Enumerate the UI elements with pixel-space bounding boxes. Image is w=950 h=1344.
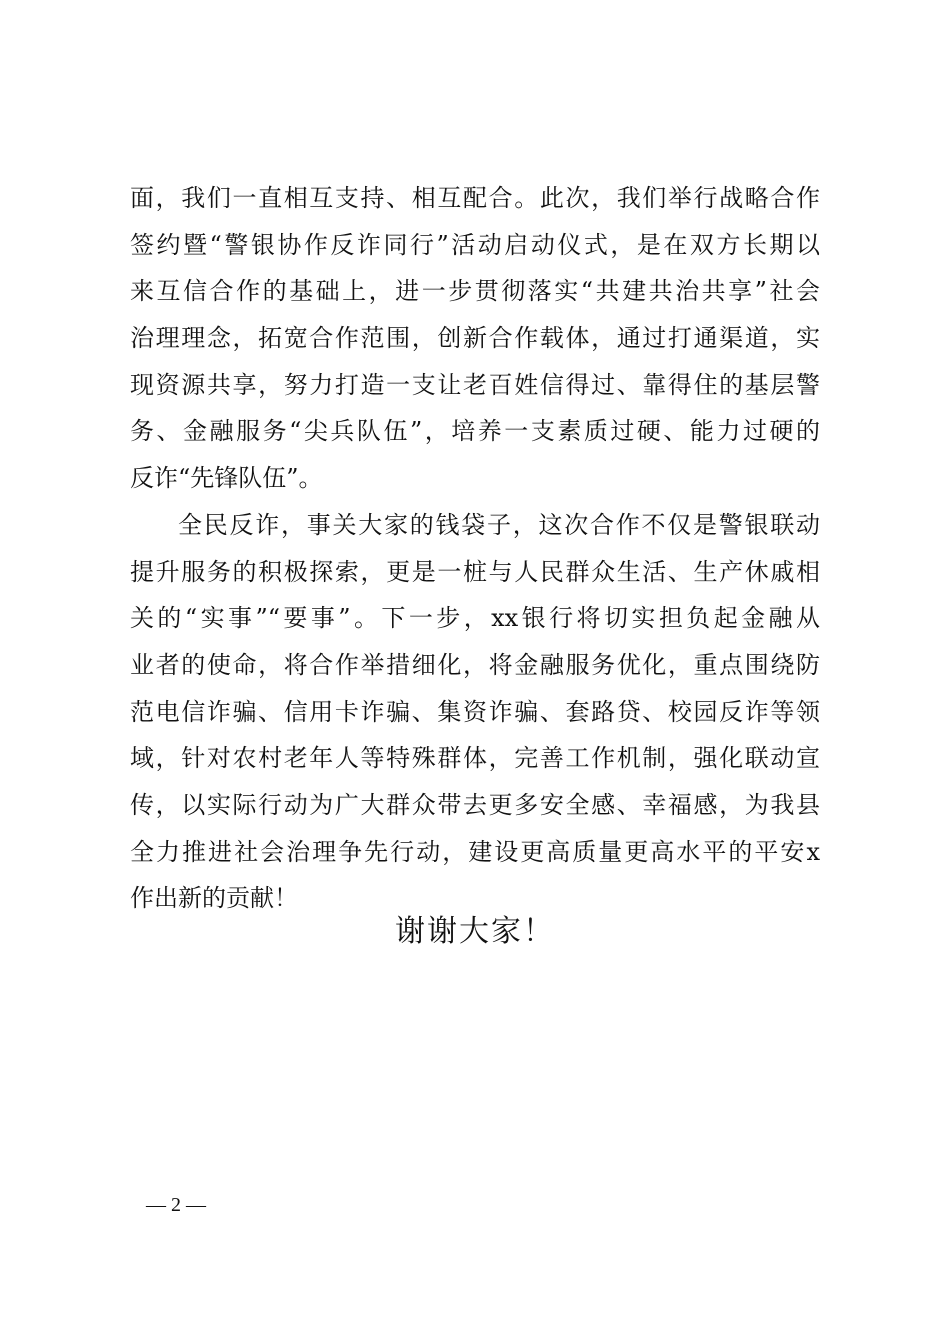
text-line: 业者的使命，将合作举措细化，将金融服务优化，重点围绕防 bbox=[130, 650, 820, 679]
text-line: 关的“实事”“要事”。下一步，xx银行将切实担负起金融从 bbox=[130, 604, 820, 633]
body-text bbox=[130, 175, 820, 922]
text-line: 面，我们一直相互支持、相互配合。此次，我们举行战略合作 bbox=[130, 184, 820, 212]
closing-remark: 谢谢大家！ bbox=[395, 914, 555, 949]
text-line: 治理理念，拓宽合作范围，创新合作载体，通过打通渠道，实 bbox=[130, 324, 820, 353]
text-line: 传，以实际行动为广大群众带去更多安全感、幸福感，为我县 bbox=[130, 790, 820, 819]
text-line: 全力推进社会治理争先行动，建设更高质量更高水平的平安x bbox=[130, 837, 820, 866]
text-line: 签约暨“警银协作反诈同行”活动启动仪式，是在双方长期以 bbox=[130, 230, 820, 259]
text-line: 反诈“先锋队伍”。 bbox=[130, 464, 323, 493]
text-line: 来互信合作的基础上，进一步贯彻落实“共建共治共享”社会 bbox=[130, 277, 820, 306]
text-line: 提升服务的积极探索，更是一桩与人民群众生活、生产休戚相 bbox=[130, 557, 820, 586]
text-line: 域，针对农村老年人等特殊群体，完善工作机制，强化联动宣 bbox=[130, 744, 820, 773]
text-line: 作出新的贡献！ bbox=[130, 884, 298, 913]
text-line: 范电信诈骗、信用卡诈骗、集资诈骗、套路贷、校园反诈等领 bbox=[130, 697, 820, 726]
text-line: 全民反诈，事关大家的钱袋子，这次合作不仅是警银联动 bbox=[178, 510, 820, 539]
text-line: 务、金融服务“尖兵队伍”，培养一支素质过硬、能力过硬的 bbox=[130, 417, 820, 446]
page-number: — 2 — bbox=[146, 1194, 206, 1216]
text-line: 现资源共享，努力打造一支让老百姓信得过、靠得住的基层警 bbox=[130, 370, 820, 399]
